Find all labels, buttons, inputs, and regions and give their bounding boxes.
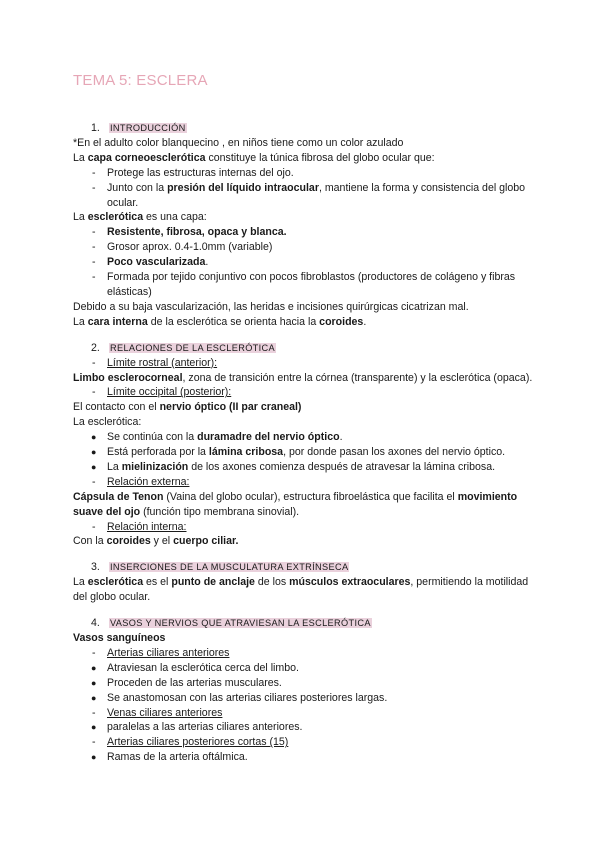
paragraph: Con la coroides y el cuerpo ciliar. [73, 535, 239, 548]
section-heading-inserciones [91, 560, 533, 575]
paragraph: Cápsula de Tenon (Vaina del globo ocular), estructura fibroelástica que facilita el movimiento suave del ojo (función tipo membrana sinovial). [73, 490, 518, 518]
list-item: - Relación interna: [92, 520, 187, 533]
bullet-item: ● Se anastomosan con las arterias ciliares posteriores largas. [91, 691, 388, 704]
list-item: - Grosor aprox. 0.4-1.0mm (variable) [92, 241, 273, 254]
section-heading-introduccion [91, 121, 533, 136]
subheading: Vasos sanguíneos [73, 632, 166, 644]
bullet-item: ● Atraviesan la esclerótica cerca del limbo. [91, 661, 299, 674]
paragraph: Debido a su baja vascularización, las heridas e incisiones quirúrgicas cicatrizan mal. [73, 300, 469, 313]
section-title: VASOS Y NERVIOS QUE ATRAVIESAN LA ESCLERÓTICA [110, 618, 371, 629]
bullet-item: ● Ramas de la arteria oftálmica. [91, 751, 248, 764]
paragraph: El contacto con el nervio óptico (II par craneal) [73, 401, 302, 414]
list-item: - Venas ciliares anteriores [92, 706, 223, 719]
list-item: - Límite occipital (posterior): [92, 386, 232, 399]
document-title: TEMA 5: ESCLERA [73, 72, 208, 89]
paragraph: La esclerótica: [73, 416, 142, 429]
list-item: - Resistente, fibrosa, opaca y blanca. [92, 226, 287, 239]
section-title: INSERCIONES DE LA MUSCULATURA EXTRÍNSECA [110, 562, 349, 573]
section-title: RELACIONES DE LA ESCLERÓTICA [110, 342, 276, 353]
bullet-item: ● Está perforada por la lámina cribosa, por donde pasan los axones del nervio óptico. [91, 446, 506, 459]
section-number: 4. [91, 617, 100, 630]
list-item: - Poco vascularizada. [92, 256, 209, 269]
list-item: - Protege las estructuras internas del ojo. [92, 166, 294, 179]
section-title: INTRODUCCIÓN [110, 123, 186, 133]
section-number: 2. [91, 341, 100, 354]
list-item: - Formada por tejido conjuntivo con pocos fibroblastos (productores de colágeno y fibras elásticas) [92, 271, 516, 298]
paragraph: La esclerótica es el punto de anclaje de los músculos extraoculares, permitiendo la motilidad del globo ocular. [73, 576, 529, 604]
document-body [73, 121, 533, 765]
bullet-item: ● La mielinización de los axones comienza después de atravesar la lámina cribosa. [91, 460, 496, 473]
section-heading-relaciones [91, 341, 533, 356]
list-item: - Arterias ciliares posteriores cortas (15) [92, 736, 289, 749]
list-item: - Relación externa: [92, 475, 190, 488]
section-heading-vasos-nervios [91, 616, 533, 631]
list-item: - Límite rostral (anterior): [92, 356, 218, 369]
list-item: - Arterias ciliares anteriores [92, 646, 230, 659]
paragraph-esclerotica: La esclerótica es una capa: [73, 211, 207, 224]
list-item: - Junto con la presión del líquido intraocular, mantiene la forma y consistencia del globo ocular. [92, 181, 526, 209]
paragraph-capa: La capa corneoesclerótica constituye la túnica fibrosa del globo ocular que: [73, 151, 435, 164]
paragraph: La cara interna de la esclerótica se orienta hacia la coroides. [73, 315, 367, 328]
bullet-item: ● paralelas a las arterias ciliares anteriores. [91, 721, 303, 734]
paragraph-note: *En el adulto color blanquecino , en niños tiene como un color azulado [73, 136, 404, 149]
paragraph: Limbo esclerocorneal, zona de transición entre la córnea (transparente) y la esclerótica (opaca). [73, 371, 533, 384]
section-number: 3. [91, 561, 100, 574]
section-number: 1. [91, 122, 100, 134]
bullet-item: ● Se continúa con la duramadre del nervio óptico. [91, 431, 343, 444]
bullet-item: ● Proceden de las arterias musculares. [91, 676, 282, 689]
